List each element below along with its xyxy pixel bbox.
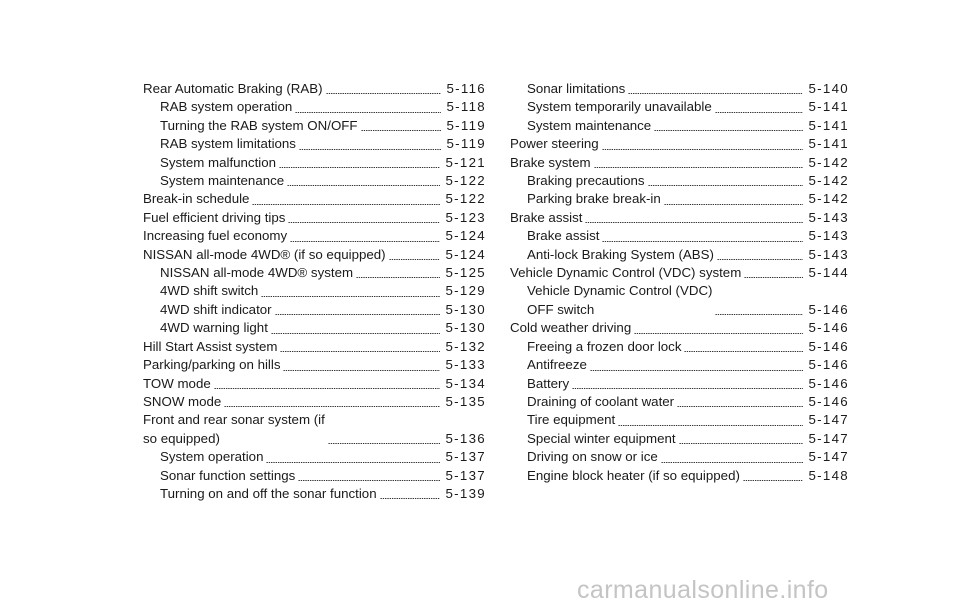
toc-entry[interactable] <box>510 338 849 356</box>
toc-entry-title: Increasing fuel economy <box>143 228 288 244</box>
toc-entry[interactable] <box>143 190 486 208</box>
dot-leader <box>654 130 803 131</box>
toc-entry-page: 5-148 <box>808 467 849 483</box>
toc-entry[interactable] <box>143 209 486 227</box>
dot-leader <box>361 130 442 131</box>
toc-entry-page: 5-137 <box>445 467 486 483</box>
toc-entry-title: System malfunction <box>160 154 277 170</box>
toc-entry[interactable] <box>143 393 486 411</box>
dot-leader <box>389 259 441 260</box>
toc-entry[interactable] <box>143 411 486 448</box>
toc-entry[interactable] <box>510 80 849 98</box>
dot-leader <box>287 185 440 186</box>
toc-entry-page: 5-124 <box>445 246 486 262</box>
dot-leader <box>266 462 440 463</box>
toc-entry-page: 5-143 <box>808 228 849 244</box>
toc-entry-title: Sonar limitations <box>527 81 626 96</box>
toc-entry[interactable] <box>143 375 486 393</box>
toc-entry[interactable] <box>143 135 486 153</box>
toc-entry-page: 5-119 <box>446 117 486 133</box>
toc-entry-page: 5-144 <box>808 265 849 281</box>
toc-entry-title: Engine block heater (if so equipped) <box>527 467 740 483</box>
toc-entry-title: Special winter equipment <box>527 430 676 446</box>
toc-entry-page: 5-141 <box>808 99 849 115</box>
toc-entry[interactable] <box>510 430 849 448</box>
toc-entry-page: 5-118 <box>446 99 486 115</box>
dot-leader <box>328 443 441 444</box>
dot-leader <box>283 370 440 371</box>
dot-leader <box>677 406 803 407</box>
toc-entry[interactable] <box>510 190 849 208</box>
toc-entry-page: 5-143 <box>808 246 849 262</box>
dot-leader <box>684 351 803 352</box>
toc-entry-page: 5-142 <box>808 154 849 170</box>
toc-entry[interactable] <box>510 411 849 429</box>
toc-entry[interactable] <box>510 98 849 116</box>
toc-entry[interactable] <box>143 117 486 135</box>
dot-leader <box>661 462 804 463</box>
toc-entry-title: Parking brake break-in <box>527 191 661 207</box>
toc-entry-title: 4WD shift switch <box>160 283 259 299</box>
toc-entry-title: Battery <box>527 375 570 391</box>
toc-entry-page: 5-125 <box>445 265 486 281</box>
toc-entry-title: SNOW mode <box>143 393 222 409</box>
toc-entry-title: Vehicle Dynamic Control (VDC) OFF switch <box>527 283 713 317</box>
toc-entry-page: 5-139 <box>445 485 486 501</box>
toc-entry-title: Parking/parking on hills <box>143 357 281 373</box>
toc-entry-page: 5-146 <box>808 375 849 391</box>
toc-entry[interactable] <box>143 80 486 98</box>
dot-leader <box>280 351 440 352</box>
toc-entry[interactable] <box>143 172 486 190</box>
toc-entry-page: 5-146 <box>808 301 849 317</box>
toc-entry-page: 5-119 <box>446 136 486 152</box>
toc-entry[interactable] <box>510 467 849 485</box>
toc-entry-page: 5-146 <box>808 393 849 409</box>
dot-leader <box>290 241 440 242</box>
toc-entry-title: Brake assist <box>527 228 600 244</box>
toc-entry-title: Vehicle Dynamic Control (VDC) system <box>510 265 742 281</box>
dot-leader <box>618 425 803 426</box>
toc-entry[interactable] <box>143 98 486 116</box>
dot-leader <box>261 296 440 297</box>
toc-entry-title: NISSAN all-mode 4WD® (if so equipped) <box>143 246 386 262</box>
toc-entry-title: Power steering <box>510 136 599 152</box>
dot-leader <box>356 277 440 278</box>
toc-entry-title: System maintenance <box>527 117 652 133</box>
toc-entry[interactable] <box>143 301 486 319</box>
toc-entry-page: 5-140 <box>808 81 849 96</box>
toc-entry[interactable] <box>143 319 486 337</box>
toc-entry-page: 5-133 <box>445 357 486 373</box>
toc-right-column <box>510 80 849 485</box>
toc-entry-title: Brake assist <box>510 209 583 225</box>
toc-entry[interactable] <box>143 246 486 264</box>
dot-leader <box>275 314 441 315</box>
toc-entry-title: Fuel efficient driving tips <box>143 209 286 225</box>
toc-entry-title: Turning the RAB system ON/OFF <box>160 117 358 133</box>
toc-entry[interactable] <box>143 467 486 485</box>
dot-leader <box>380 498 441 499</box>
toc-entry[interactable] <box>510 172 849 190</box>
toc-entry[interactable] <box>510 246 849 264</box>
toc-entry-title: System maintenance <box>160 173 285 189</box>
toc-entry-title: Tire equipment <box>527 412 616 428</box>
toc-entry-page: 5-132 <box>445 338 486 354</box>
toc-left-column <box>143 80 486 503</box>
toc-entry[interactable] <box>510 135 849 153</box>
dot-leader <box>594 167 804 168</box>
toc-entry[interactable] <box>143 448 486 466</box>
toc-entry[interactable] <box>510 282 849 319</box>
dot-leader <box>634 333 803 334</box>
toc-entry-title: Front and rear sonar system (if so equipped) <box>143 412 325 446</box>
toc-entry-page: 5-141 <box>808 117 849 133</box>
dot-leader <box>288 222 440 223</box>
toc-entry-page: 5-137 <box>445 449 486 465</box>
toc-entry-page: 5-124 <box>445 228 486 244</box>
toc-entry-page: 5-146 <box>808 320 849 336</box>
toc-entry[interactable] <box>143 154 486 172</box>
toc-entry-title: Anti-lock Braking System (ABS) <box>527 246 714 262</box>
toc-entry[interactable] <box>510 319 849 337</box>
toc-entry-page: 5-136 <box>445 430 486 446</box>
toc-entry-title: Draining of coolant water <box>527 393 675 409</box>
toc-entry-page: 5-122 <box>445 191 486 207</box>
toc-entry[interactable] <box>143 338 486 356</box>
toc-entry[interactable] <box>510 375 849 393</box>
toc-entry-title: Hill Start Assist system <box>143 338 278 354</box>
toc-entry-title: RAB system limitations <box>160 136 296 152</box>
dot-leader <box>271 333 441 334</box>
toc-entry-page: 5-121 <box>445 154 486 170</box>
toc-entry-page: 5-147 <box>808 449 849 465</box>
toc-entry-page: 5-129 <box>445 283 486 299</box>
toc-entry-page: 5-122 <box>445 173 486 189</box>
toc-entry-title: Braking precautions <box>527 173 645 189</box>
dot-leader <box>585 222 803 223</box>
dot-leader <box>648 185 804 186</box>
dot-leader <box>590 370 804 371</box>
toc-entry[interactable] <box>510 448 849 466</box>
toc-entry-page: 5-147 <box>808 430 849 446</box>
dot-leader <box>214 388 441 389</box>
toc-entry[interactable] <box>510 264 849 282</box>
toc-entry[interactable] <box>510 154 849 172</box>
toc-entry[interactable] <box>510 393 849 411</box>
toc-entry-page: 5-123 <box>445 209 486 225</box>
watermark-text: carmanualsonline.info <box>577 576 829 604</box>
toc-entry-page: 5-116 <box>446 81 486 96</box>
toc-entry[interactable] <box>143 282 486 300</box>
toc-entry-title: Brake system <box>510 154 591 170</box>
dot-leader <box>664 204 804 205</box>
dot-leader <box>715 314 803 315</box>
dot-leader <box>744 277 803 278</box>
toc-entry[interactable] <box>143 485 486 503</box>
toc-entry-title: Break-in schedule <box>143 191 250 207</box>
toc-entry-title: NISSAN all-mode 4WD® system <box>160 265 354 281</box>
toc-entry-title: Cold weather driving <box>510 320 632 336</box>
toc-entry-page: 5-147 <box>808 412 849 428</box>
toc-entry[interactable] <box>143 356 486 374</box>
toc-entry-page: 5-142 <box>808 191 849 207</box>
dot-leader <box>326 93 442 94</box>
toc-entry-title: Freeing a frozen door lock <box>527 338 682 354</box>
toc-entry-page: 5-135 <box>445 393 486 409</box>
dot-leader <box>679 443 804 444</box>
toc-entry-title: Turning on and off the sonar function <box>160 485 377 501</box>
toc-entry-title: Driving on snow or ice <box>527 449 658 465</box>
dot-leader <box>602 149 804 150</box>
toc-entry-title: TOW mode <box>143 375 211 391</box>
toc-entry-title: Rear Automatic Braking (RAB) <box>143 81 323 96</box>
toc-entry[interactable] <box>143 264 486 282</box>
toc-entry[interactable] <box>510 209 849 227</box>
dot-leader <box>224 406 440 407</box>
toc-entry-page: 5-134 <box>445 375 486 391</box>
dot-leader <box>715 112 804 113</box>
dot-leader <box>298 480 440 481</box>
toc-entry-title: 4WD warning light <box>160 320 268 336</box>
toc-entry-page: 5-146 <box>808 338 849 354</box>
toc-entry[interactable] <box>510 117 849 135</box>
toc-entry[interactable] <box>143 227 486 245</box>
toc-entry-title: RAB system operation <box>160 99 293 115</box>
toc-entry-page: 5-143 <box>808 209 849 225</box>
toc-entry-title: System operation <box>160 449 264 465</box>
dot-leader <box>602 241 803 242</box>
toc-entry-page: 5-142 <box>808 173 849 189</box>
dot-leader <box>572 388 803 389</box>
toc-entry-page: 5-130 <box>445 320 486 336</box>
toc-entry[interactable] <box>510 227 849 245</box>
toc-entry-page: 5-130 <box>445 301 486 317</box>
toc-entry-title: Antifreeze <box>527 357 587 373</box>
dot-leader <box>717 259 804 260</box>
toc-entry-title: System temporarily unavailable <box>527 99 712 115</box>
dot-leader <box>252 204 440 205</box>
toc-entry-title: 4WD shift indicator <box>160 301 272 317</box>
dot-leader <box>628 93 803 94</box>
toc-entry-title: Sonar function settings <box>160 467 296 483</box>
dot-leader <box>743 480 804 481</box>
dot-leader <box>295 112 441 113</box>
toc-entry-page: 5-141 <box>808 136 849 152</box>
toc-entry[interactable] <box>510 356 849 374</box>
dot-leader <box>279 167 440 168</box>
toc-entry-page: 5-146 <box>808 357 849 373</box>
dot-leader <box>299 149 442 150</box>
